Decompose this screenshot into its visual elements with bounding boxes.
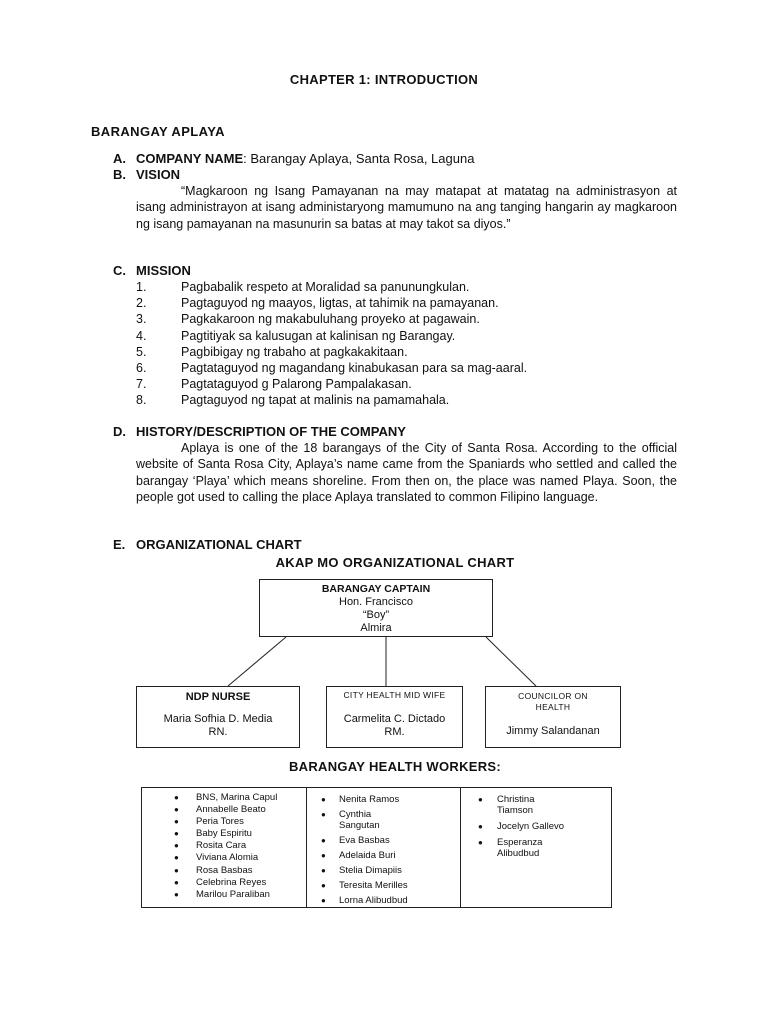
nurse-title: NDP NURSE: [185, 691, 251, 703]
section-heading: BARANGAY APLAYA: [91, 124, 225, 139]
list-item: [307, 835, 460, 846]
list-item: [142, 792, 306, 804]
worker-name: Annabelle Beato: [196, 804, 266, 816]
list-item: [142, 877, 306, 889]
list-item: [307, 895, 460, 906]
captain-title: BARANGAY CAPTAIN: [321, 583, 431, 595]
midwife-name: Carmelita C. Dictado: [343, 713, 446, 725]
bullet-icon: ●: [321, 795, 326, 804]
mission-number: 5.: [136, 344, 147, 359]
midwife-credential: RM.: [384, 726, 405, 738]
nurse-credential: RN.: [208, 726, 228, 738]
bullet-icon: ●: [174, 877, 179, 887]
bullet-icon: ●: [174, 865, 179, 875]
worker-name: Eva Basbas: [339, 835, 390, 846]
mission-heading: [113, 263, 191, 278]
history-heading: [113, 424, 406, 439]
councilor-title-line: HEALTH: [535, 702, 571, 712]
company-name-line: [113, 151, 474, 166]
mission-number: 8.: [136, 393, 147, 408]
section-letter: E.: [113, 537, 126, 552]
bullet-icon: ●: [321, 851, 326, 860]
bullet-icon: ●: [478, 838, 483, 847]
health-workers-title: BARANGAY HEALTH WORKERS:: [288, 759, 502, 774]
bullet-icon: ●: [174, 805, 179, 815]
worker-name: Nenita Ramos: [339, 794, 400, 805]
mission-item: [136, 360, 527, 376]
captain-name-line: Almira: [360, 622, 392, 634]
mission-text: Pagkakaroon ng makabuluhang proyeko at pagawain.: [181, 312, 480, 327]
worker-name: Lorna Alibudbud: [339, 895, 408, 906]
mission-text: Pagtaguyod ng tapat at malinis na pamamahala.: [181, 393, 450, 408]
connector-line: [228, 637, 286, 686]
midwife-title: CITY HEALTH MID WIFE: [343, 690, 446, 700]
health-workers-column: [142, 788, 306, 907]
org-chart-heading: [113, 537, 302, 552]
worker-name: Sangutan: [339, 820, 380, 831]
bullet-icon: ●: [321, 836, 326, 845]
section-letter: D.: [113, 424, 126, 439]
section-letter: C.: [113, 263, 126, 278]
list-item: [307, 809, 460, 831]
section-letter: A.: [113, 151, 126, 166]
worker-name: BNS, Marina Capul: [196, 792, 278, 803]
health-workers-table: [141, 787, 612, 908]
company-name-label: COMPANY NAME: [136, 151, 244, 166]
captain-name-line: “Boy”: [362, 609, 390, 621]
worker-name: Jocelyn Gallevo: [497, 821, 565, 832]
bullet-icon: ●: [174, 793, 179, 802]
mission-text: Pagtaguyod ng maayos, ligtas, at tahimik na pamayanan.: [181, 296, 499, 311]
worker-name: Teresita Merilles: [339, 880, 408, 891]
list-item: [142, 865, 306, 877]
worker-name: Celebrina Reyes: [196, 876, 267, 888]
mission-list: [136, 279, 527, 409]
chapter-title: CHAPTER 1: INTRODUCTION: [289, 72, 479, 87]
vision-paragraph: [136, 183, 677, 232]
org-chart-title: AKAP MO ORGANIZATIONAL CHART: [275, 555, 515, 570]
vision-heading: [113, 167, 180, 182]
mission-text: Pagtataguyod ng magandang kinabukasan para sa mag-aaral.: [181, 360, 528, 375]
bullet-icon: ●: [321, 881, 326, 890]
midwife-box: [326, 686, 463, 748]
bullet-icon: ●: [174, 889, 179, 899]
list-item: [461, 837, 611, 859]
worker-name: Viviana Alomia: [196, 852, 259, 864]
bullet-icon: ●: [478, 795, 483, 804]
worker-name: Adelaida Buri: [339, 850, 396, 861]
barangay-captain-box: [259, 579, 493, 637]
councilor-name: Jimmy Salandanan: [506, 725, 600, 737]
bullet-icon: ●: [478, 822, 483, 831]
org-chart-label: ORGANIZATIONAL CHART: [136, 537, 302, 552]
bullet-icon: ●: [321, 896, 326, 905]
worker-name: Christina: [497, 794, 535, 805]
captain-name-line: Hon. Francisco: [339, 596, 413, 608]
vision-label: VISION: [136, 167, 181, 182]
mission-text: Pagbabalik respeto at Moralidad sa panunungkulan.: [181, 280, 470, 294]
health-workers-column: [460, 788, 611, 907]
list-item: [142, 804, 306, 816]
mission-number: 2.: [136, 296, 147, 311]
mission-number: 1.: [136, 280, 147, 294]
worker-name: Stelia Dimapiis: [339, 865, 402, 876]
list-item: [461, 821, 611, 832]
vision-text: “Magkaroon ng Isang Pamayanan na may matapat at matatag na administrasyon at isang administrayon at isang administaryong mamumuno na ang tanging hangarin ay magkaroon ng isang pamayanan na masunurin sa batas at may takot sa diyos.”: [136, 184, 677, 231]
list-item: [142, 840, 306, 852]
history-text: Aplaya is one of the 18 barangays of the City of Santa Rosa. According to the official website of Santa Rosa City, Aplaya’s name came from the Spaniards who settled and called the barangay ‘Playa’ which means shoreline. From then on, the place was named Playa. Soon, the people got used to calling the place Aplaya translated to common Filipino language.: [136, 441, 677, 504]
mission-item: [136, 279, 527, 295]
list-item: [142, 828, 306, 840]
mission-text: Pagtataguyod g Palarong Pampalakasan.: [181, 377, 412, 392]
mission-item: [136, 344, 527, 360]
bullet-icon: ●: [174, 829, 179, 839]
mission-item: [136, 376, 527, 392]
bullet-icon: ●: [174, 853, 179, 863]
worker-name: Rosa Basbas: [196, 864, 253, 876]
mission-number: 7.: [136, 377, 147, 392]
mission-item: [136, 328, 527, 344]
bullet-icon: ●: [321, 866, 326, 875]
history-label: HISTORY/DESCRIPTION OF THE COMPANY: [136, 424, 406, 439]
list-item: [461, 794, 611, 816]
worker-name: Alibudbud: [497, 848, 540, 859]
list-item: [307, 850, 460, 861]
company-name-value: : Barangay Aplaya, Santa Rosa, Laguna: [243, 151, 475, 166]
ndp-nurse-box: [136, 686, 300, 748]
worker-name: Cynthia: [339, 809, 372, 820]
connector-line: [486, 637, 536, 686]
bullet-icon: ●: [174, 817, 179, 827]
mission-number: 6.: [136, 360, 147, 375]
mission-item: [136, 295, 527, 311]
mission-item: [136, 392, 527, 408]
section-letter: B.: [113, 167, 126, 182]
worker-name: Marilou Paraliban: [196, 888, 270, 900]
worker-name: Tiamson: [497, 805, 534, 816]
bullet-icon: ●: [321, 810, 326, 819]
councilor-box: [485, 686, 621, 748]
mission-text: Pagtitiyak sa kalusugan at kalinisan ng Barangay.: [181, 328, 456, 343]
mission-number: 3.: [136, 312, 147, 327]
list-item: [307, 794, 460, 805]
worker-name: Peria Tores: [196, 816, 244, 828]
nurse-name: Maria Sofhia D. Media: [163, 713, 273, 725]
worker-name: Esperanza: [497, 837, 543, 848]
health-workers-column: [306, 788, 460, 907]
list-item: [307, 880, 460, 891]
list-item: [142, 889, 306, 901]
list-item: [307, 865, 460, 876]
mission-label: MISSION: [136, 263, 191, 278]
list-item: [142, 852, 306, 864]
worker-name: Rosita Cara: [196, 840, 247, 852]
mission-number: 4.: [136, 328, 147, 343]
mission-item: [136, 311, 527, 327]
list-item: [142, 816, 306, 828]
worker-name: Baby Espiritu: [196, 828, 252, 840]
bullet-icon: ●: [174, 841, 179, 851]
mission-text: Pagbibigay ng trabaho at pagkakakitaan.: [181, 344, 408, 359]
history-paragraph: [136, 440, 677, 505]
councilor-title-line: COUNCILOR ON: [518, 691, 588, 701]
